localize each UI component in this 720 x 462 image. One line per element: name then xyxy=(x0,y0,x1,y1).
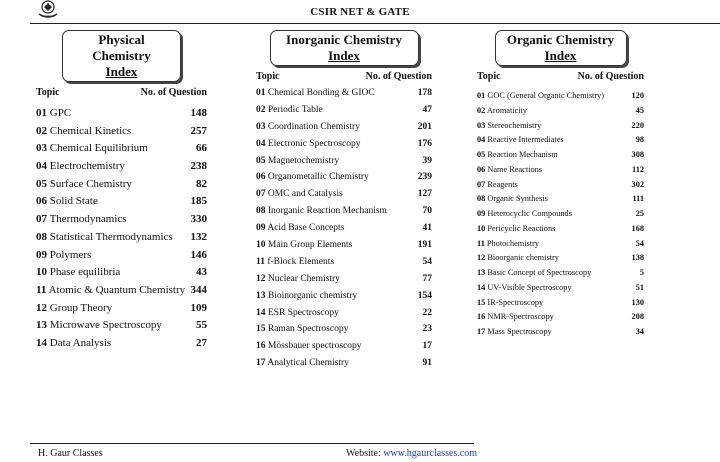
topic-name: Reagents xyxy=(487,179,518,189)
question-count: 98 xyxy=(635,135,644,145)
question-count: 176 xyxy=(417,138,432,149)
list-item xyxy=(477,298,644,313)
list-item xyxy=(477,239,644,254)
topic-number: 03 xyxy=(36,142,47,155)
topic-number: 03 xyxy=(256,121,266,132)
topic-number: 08 xyxy=(36,230,47,243)
topic-list xyxy=(36,107,207,355)
topic-cell xyxy=(477,239,539,248)
topic-name: Electrochemistry xyxy=(49,160,125,173)
topic-cell xyxy=(256,341,362,351)
question-count: 220 xyxy=(631,120,644,130)
question-count: 185 xyxy=(190,195,207,208)
topic-cell xyxy=(36,231,173,243)
topic-cell xyxy=(256,122,360,132)
topic-number: 08 xyxy=(256,206,266,217)
topic-header: Topic xyxy=(477,71,501,82)
topic-number: 01 xyxy=(36,107,47,119)
topic-name: Statistical Thermodynamics xyxy=(49,230,173,243)
list-item xyxy=(36,107,207,125)
topic-cell xyxy=(36,319,162,331)
topic-name: Reaction Mechanism xyxy=(487,150,558,159)
count-header: No. of Question xyxy=(577,71,644,82)
topic-number: 11 xyxy=(36,283,47,296)
footer-divider xyxy=(30,443,474,444)
footer-website xyxy=(346,448,477,459)
question-count: 148 xyxy=(190,107,207,119)
topic-name: Pericyclic Reactions xyxy=(487,223,556,233)
topic-name: Basic Concept of Spectroscopy xyxy=(487,268,592,277)
topic-name: Solid State xyxy=(49,195,98,208)
question-count: 55 xyxy=(196,319,207,332)
list-item xyxy=(36,231,207,249)
list-item xyxy=(256,308,432,325)
topic-cell xyxy=(36,142,148,154)
question-count: 70 xyxy=(422,206,432,217)
topic-cell xyxy=(256,156,339,166)
topic-name: IR-Spectroscopy xyxy=(487,297,544,307)
list-item xyxy=(36,302,207,320)
section-title: Inorganic Chemistry xyxy=(286,32,402,47)
topic-number: 09 xyxy=(36,248,47,261)
topic-name: GPC xyxy=(49,107,72,119)
topic-number: 15 xyxy=(477,297,486,307)
topic-name: Name Reactions xyxy=(487,164,542,174)
section-subtitle: Index xyxy=(328,48,360,63)
website-label: Website: xyxy=(346,448,381,459)
inorganic-chemistry-column xyxy=(256,30,432,375)
section-title: Physical Chemistry xyxy=(92,32,151,63)
list-item xyxy=(256,189,432,206)
topic-name: Acid Base Concepts xyxy=(267,223,345,234)
question-count: 39 xyxy=(422,155,432,166)
list-item xyxy=(477,150,644,165)
topic-cell xyxy=(477,121,541,130)
list-item xyxy=(256,139,432,156)
topic-name: Microwave Spectroscopy xyxy=(49,319,162,332)
list-item xyxy=(256,223,432,240)
list-item xyxy=(36,284,207,302)
topic-cell xyxy=(256,257,334,267)
list-item xyxy=(36,160,207,178)
topic-cell xyxy=(256,324,348,334)
topic-name: Analytical Chemistry xyxy=(267,358,349,369)
question-count: 239 xyxy=(417,172,432,183)
topic-cell xyxy=(36,125,131,137)
topic-name: Group Theory xyxy=(49,301,113,314)
topic-cell xyxy=(477,327,552,336)
question-count: 51 xyxy=(635,282,644,292)
topic-cell xyxy=(477,253,559,262)
count-header: No. of Question xyxy=(365,71,432,82)
topic-name: Magnetochemistry xyxy=(267,155,340,166)
list-item xyxy=(477,283,644,298)
list-item xyxy=(256,206,432,223)
topic-name: Stereochemistry xyxy=(487,120,542,130)
topic-number: 02 xyxy=(256,104,266,115)
topic-number: 16 xyxy=(477,312,486,322)
question-count: 66 xyxy=(196,142,207,155)
question-count: 208 xyxy=(631,312,644,322)
count-header: No. of Question xyxy=(140,87,207,98)
list-item xyxy=(256,341,432,358)
topic-number: 13 xyxy=(477,268,486,277)
topic-number: 17 xyxy=(256,358,266,369)
list-item xyxy=(36,195,207,213)
list-item xyxy=(256,156,432,173)
topic-name: Mass Spectroscopy xyxy=(487,327,552,336)
footer-brand: H. Gaur Classes xyxy=(38,448,103,459)
question-count: 178 xyxy=(417,88,432,98)
question-count: 201 xyxy=(417,121,432,132)
question-count: 34 xyxy=(635,327,644,336)
topic-name: Aromaticity xyxy=(486,105,528,115)
topic-name: Chemical Kinetics xyxy=(49,124,132,137)
question-count: 54 xyxy=(635,238,644,248)
topic-number: 10 xyxy=(36,266,47,279)
question-count: 138 xyxy=(631,253,644,263)
list-item xyxy=(477,224,644,239)
topic-number: 08 xyxy=(477,194,486,204)
section-subtitle: Index xyxy=(105,64,138,79)
question-count: 120 xyxy=(631,91,644,100)
topic-number: 13 xyxy=(36,319,47,332)
topic-cell xyxy=(36,249,91,261)
topic-cell xyxy=(36,284,185,296)
topic-number: 05 xyxy=(256,155,266,166)
topic-number: 06 xyxy=(477,164,486,174)
topic-name: Organic Synthesis xyxy=(487,194,548,204)
topic-number: 14 xyxy=(477,282,486,292)
topic-cell xyxy=(477,165,542,174)
topic-list xyxy=(256,88,432,375)
topic-cell xyxy=(256,139,360,149)
topic-name: Mössbauer spectroscopy xyxy=(267,341,362,352)
physical-chemistry-column xyxy=(36,30,207,355)
topic-name: Polymers xyxy=(49,248,92,261)
topic-name: ESR Spectroscopy xyxy=(267,307,339,318)
question-count: 45 xyxy=(635,105,644,115)
topic-cell xyxy=(36,178,132,190)
section-title-box xyxy=(495,30,627,66)
question-count: 344 xyxy=(190,283,207,296)
topic-cell xyxy=(256,206,387,216)
topic-name: Periodic Table xyxy=(267,104,323,115)
topic-name: GOC (General Organic Chemistry) xyxy=(487,91,605,100)
topic-cell xyxy=(36,107,71,119)
topic-name: NMR-Spectroscopy xyxy=(487,312,554,322)
question-count: 5 xyxy=(639,268,644,277)
topic-cell xyxy=(256,358,349,368)
question-count: 47 xyxy=(422,104,432,115)
topic-number: 04 xyxy=(36,160,47,173)
question-count: 54 xyxy=(422,256,432,267)
list-item xyxy=(256,172,432,189)
topic-cell xyxy=(256,189,343,199)
topic-header: Topic xyxy=(256,71,280,82)
topic-cell xyxy=(477,180,518,189)
topic-cell xyxy=(256,172,369,182)
list-item xyxy=(256,88,432,105)
topic-number: 10 xyxy=(256,240,266,251)
question-count: 23 xyxy=(422,324,432,335)
topic-name: Coordination Chemistry xyxy=(267,121,360,132)
topic-cell xyxy=(477,106,527,115)
page-header-title: CSIR NET & GATE xyxy=(310,6,410,18)
column-header xyxy=(36,87,207,98)
list-item xyxy=(256,257,432,274)
topic-cell xyxy=(256,240,352,250)
list-item xyxy=(36,125,207,143)
list-item xyxy=(256,274,432,291)
list-item xyxy=(36,213,207,231)
list-item xyxy=(36,266,207,284)
question-count: 146 xyxy=(190,248,207,261)
topic-number: 03 xyxy=(477,120,486,130)
topic-cell xyxy=(256,88,375,98)
list-item xyxy=(36,319,207,337)
question-count: 330 xyxy=(190,213,207,226)
topic-cell xyxy=(36,302,112,314)
topic-number: 09 xyxy=(477,209,486,218)
list-item xyxy=(477,165,644,180)
question-count: 109 xyxy=(190,301,207,314)
list-item xyxy=(477,312,644,327)
question-count: 82 xyxy=(196,177,207,190)
topic-name: Phase equilibria xyxy=(49,266,121,279)
question-count: 25 xyxy=(635,209,644,218)
question-count: 43 xyxy=(196,266,207,279)
topic-number: 01 xyxy=(256,88,266,98)
topic-cell xyxy=(477,209,572,218)
topic-number: 07 xyxy=(256,189,266,200)
topic-name: Bioinorganic chemistry xyxy=(267,290,358,301)
topic-number: 06 xyxy=(36,195,47,208)
topic-cell xyxy=(256,223,344,233)
topic-cell xyxy=(477,194,548,203)
topic-number: 04 xyxy=(256,138,266,149)
topic-cell xyxy=(36,266,120,278)
list-item xyxy=(477,268,644,283)
topic-number: 01 xyxy=(477,91,486,100)
list-item xyxy=(256,105,432,122)
topic-name: Chemical Bonding & GIOC xyxy=(267,88,375,98)
list-item xyxy=(477,327,644,342)
topic-cell xyxy=(36,195,98,207)
topic-name: Surface Chemistry xyxy=(49,177,132,190)
question-count: 168 xyxy=(631,223,644,233)
topic-name: Heterocyclic Compounds xyxy=(487,209,572,218)
topic-cell xyxy=(477,312,554,321)
topic-cell xyxy=(477,283,572,292)
topic-name: Electronic Spectroscopy xyxy=(267,138,361,149)
topic-name: Atomic & Quantum Chemistry xyxy=(48,283,186,296)
section-title-box xyxy=(62,30,181,82)
topic-cell xyxy=(477,298,543,307)
topic-name: Chemical Equilibrium xyxy=(49,142,148,155)
topic-name: UV-Visible Spectroscopy xyxy=(487,282,572,292)
topic-number: 09 xyxy=(256,223,266,234)
topic-name: Reactive Intermediates xyxy=(487,135,564,145)
topic-name: f-Block Elements xyxy=(267,256,335,267)
topic-number: 12 xyxy=(256,273,266,284)
question-count: 27 xyxy=(196,336,207,349)
question-count: 112 xyxy=(632,164,644,174)
topic-number: 04 xyxy=(477,135,486,145)
topic-number: 11 xyxy=(477,238,485,248)
question-count: 41 xyxy=(422,223,432,234)
question-count: 302 xyxy=(631,179,644,189)
topic-name: OMC and Catalysis xyxy=(267,189,343,200)
list-item xyxy=(36,178,207,196)
list-item xyxy=(256,291,432,308)
question-count: 111 xyxy=(632,194,644,204)
question-count: 91 xyxy=(422,358,432,369)
section-title: Organic Chemistry xyxy=(506,32,615,47)
topic-number: 12 xyxy=(36,301,47,314)
topic-cell xyxy=(477,135,564,144)
list-item xyxy=(477,106,644,121)
topic-number: 07 xyxy=(477,179,486,189)
list-item xyxy=(477,209,644,224)
list-item xyxy=(256,240,432,257)
website-link[interactable]: www.hgaurclasses.com xyxy=(383,448,478,459)
column-header xyxy=(477,71,644,82)
list-item xyxy=(477,135,644,150)
topic-number: 06 xyxy=(256,172,266,183)
topic-number: 16 xyxy=(256,341,266,352)
topic-name: Thermodynamics xyxy=(49,213,127,226)
topic-name: Bioorganic chemistry xyxy=(487,253,559,263)
topic-number: 02 xyxy=(477,105,486,115)
topic-number: 15 xyxy=(256,324,266,335)
list-item xyxy=(477,253,644,268)
topic-number: 12 xyxy=(477,253,486,263)
topic-number: 11 xyxy=(256,256,265,267)
question-count: 191 xyxy=(417,240,432,251)
topic-cell xyxy=(36,213,127,225)
topic-cell xyxy=(256,308,339,318)
organic-chemistry-column xyxy=(477,30,644,342)
question-count: 257 xyxy=(190,124,207,137)
topic-name: Organometallic Chemistry xyxy=(267,172,369,183)
topic-number: 10 xyxy=(477,223,486,233)
section-subtitle: Index xyxy=(544,48,577,63)
topic-name: Inorganic Reaction Mechanism xyxy=(267,206,387,217)
topic-cell xyxy=(256,105,323,115)
topic-cell xyxy=(477,268,591,277)
question-count: 238 xyxy=(190,160,207,173)
list-item xyxy=(36,249,207,267)
list-item xyxy=(256,358,432,375)
question-count: 22 xyxy=(422,307,432,318)
list-item xyxy=(256,324,432,341)
list-item xyxy=(477,180,644,195)
list-item xyxy=(36,142,207,160)
topic-cell xyxy=(477,224,555,233)
question-count: 130 xyxy=(631,297,644,307)
topic-cell xyxy=(36,337,111,349)
topic-cell xyxy=(256,274,340,284)
topic-cell xyxy=(477,91,604,100)
topic-header: Topic xyxy=(36,87,60,98)
topic-number: 05 xyxy=(36,177,47,190)
topic-number: 07 xyxy=(36,213,47,226)
topic-number: 13 xyxy=(256,290,266,301)
list-item xyxy=(256,122,432,139)
list-item xyxy=(36,337,207,355)
question-count: 17 xyxy=(422,341,432,352)
topic-number: 05 xyxy=(477,150,486,159)
list-item xyxy=(477,91,644,106)
topic-cell xyxy=(36,160,125,172)
section-title-box xyxy=(270,30,419,66)
question-count: 132 xyxy=(190,230,207,243)
question-count: 77 xyxy=(422,273,432,284)
topic-name: Data Analysis xyxy=(49,336,112,349)
header-divider xyxy=(30,23,720,24)
column-header xyxy=(256,71,432,82)
topic-number: 02 xyxy=(36,124,47,137)
topic-number: 14 xyxy=(256,307,266,318)
topic-list xyxy=(477,91,644,342)
list-item xyxy=(477,121,644,136)
topic-number: 17 xyxy=(477,327,486,336)
topic-number: 14 xyxy=(36,336,47,349)
question-count: 127 xyxy=(417,189,432,200)
topic-name: Nuclear Chemistry xyxy=(267,273,340,284)
topic-name: Raman Spectroscopy xyxy=(267,324,349,335)
topic-cell xyxy=(477,150,558,159)
list-item xyxy=(477,194,644,209)
topic-cell xyxy=(256,291,357,301)
question-count: 154 xyxy=(417,290,432,301)
topic-name: Main Group Elements xyxy=(267,240,353,251)
question-count: 308 xyxy=(631,150,644,159)
topic-name: Photochemistry xyxy=(486,238,540,248)
